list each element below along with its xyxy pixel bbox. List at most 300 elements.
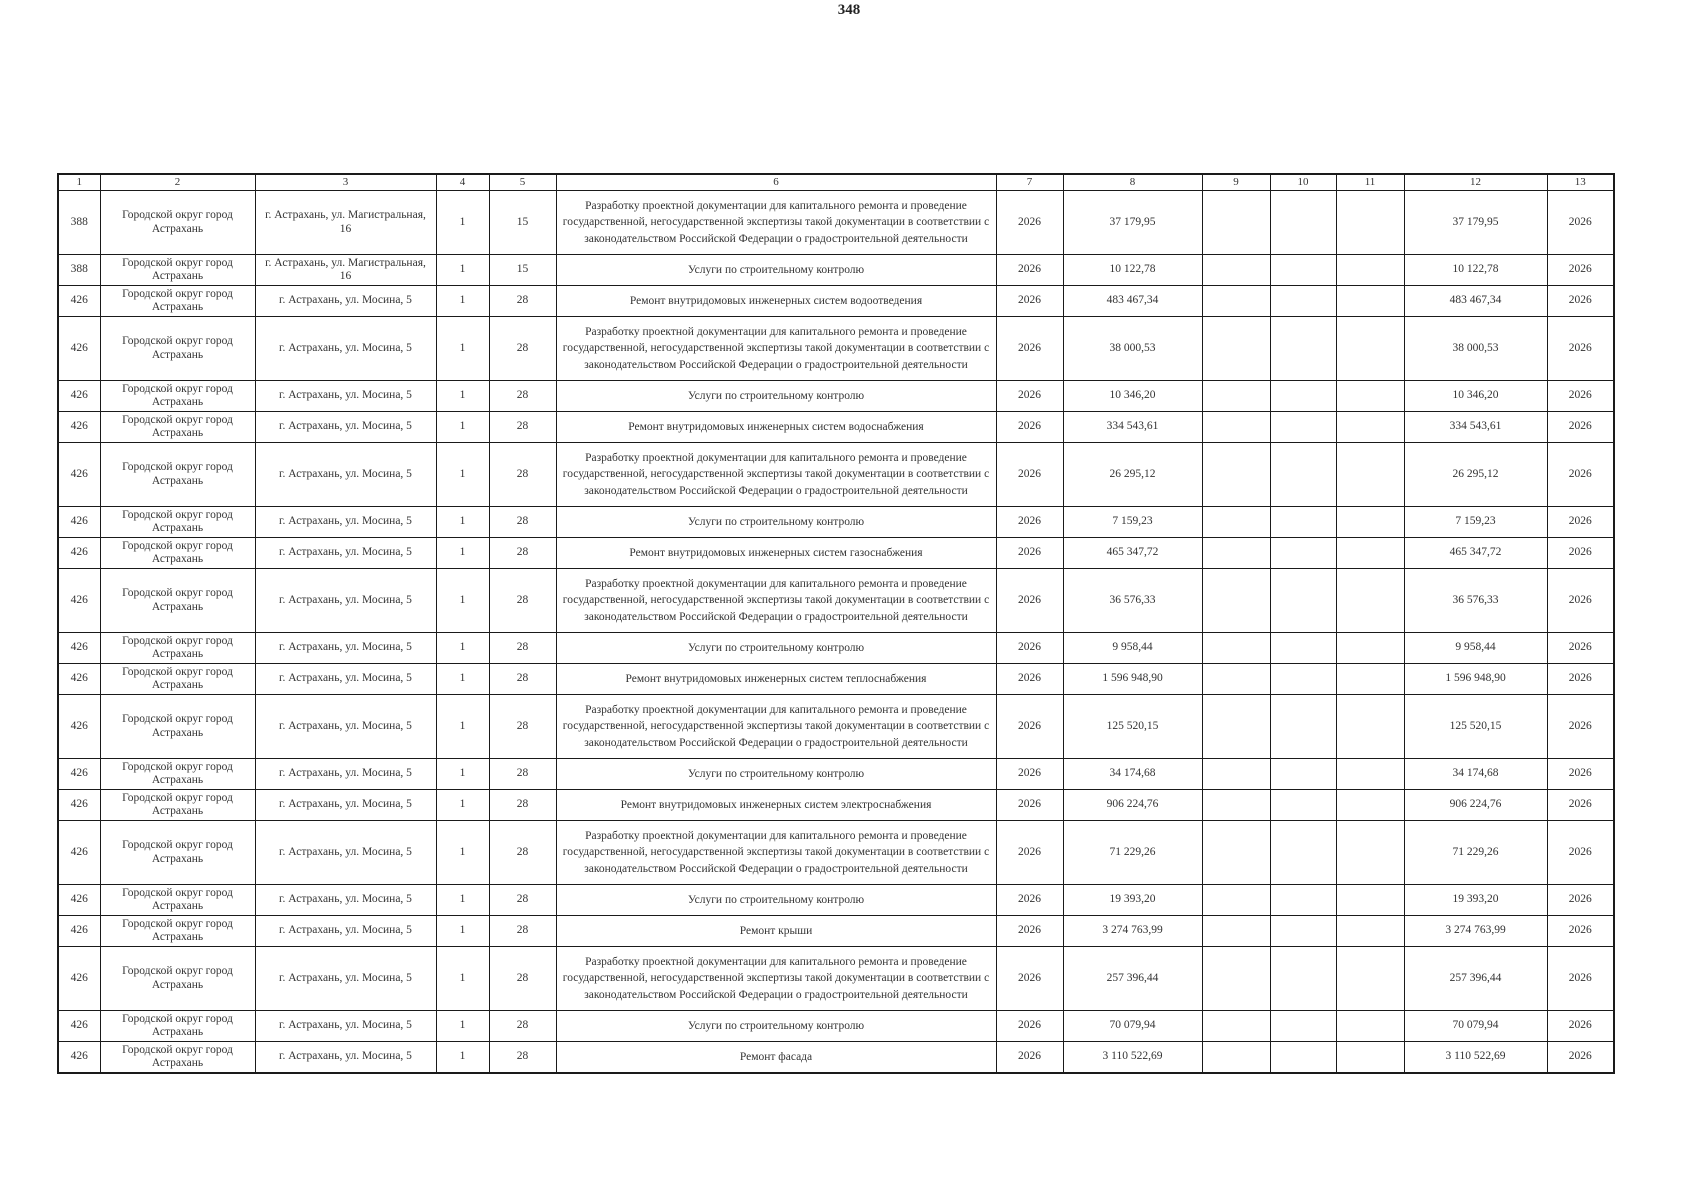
municipality-cell: Городской округ город Астрахань xyxy=(100,381,255,412)
col4-cell: 1 xyxy=(436,381,489,412)
table-row xyxy=(58,191,1614,255)
column-number: 8 xyxy=(1063,174,1202,191)
row-number-cell: 426 xyxy=(58,443,100,507)
col10-cell xyxy=(1270,255,1336,286)
year-cell: 2026 xyxy=(996,790,1063,821)
table-row xyxy=(58,286,1614,317)
col4-cell: 1 xyxy=(436,255,489,286)
table-row xyxy=(58,947,1614,1011)
table-row xyxy=(58,1011,1614,1042)
total-cost-cell: 3 110 522,69 xyxy=(1404,1042,1547,1074)
municipality-cell: Городской округ город Астрахань xyxy=(100,664,255,695)
column-number: 10 xyxy=(1270,174,1336,191)
completion-year-cell: 2026 xyxy=(1547,633,1614,664)
cost-cell: 257 396,44 xyxy=(1063,947,1202,1011)
address-cell: г. Астрахань, ул. Мосина, 5 xyxy=(255,916,436,947)
cost-cell: 125 520,15 xyxy=(1063,695,1202,759)
col10-cell xyxy=(1270,1011,1336,1042)
col5-cell: 28 xyxy=(489,569,556,633)
table-row xyxy=(58,664,1614,695)
col10-cell xyxy=(1270,381,1336,412)
col4-cell: 1 xyxy=(436,443,489,507)
table-row xyxy=(58,381,1614,412)
work-type-cell: Ремонт внутридомовых инженерных систем теплоснабжения xyxy=(556,664,996,695)
col5-cell: 28 xyxy=(489,443,556,507)
row-number-cell: 426 xyxy=(58,507,100,538)
total-cost-cell: 71 229,26 xyxy=(1404,821,1547,885)
column-number: 12 xyxy=(1404,174,1547,191)
completion-year-cell: 2026 xyxy=(1547,790,1614,821)
col4-cell: 1 xyxy=(436,947,489,1011)
col9-cell xyxy=(1202,569,1270,633)
row-number-cell: 426 xyxy=(58,885,100,916)
col4-cell: 1 xyxy=(436,790,489,821)
column-number: 11 xyxy=(1336,174,1404,191)
cost-cell: 19 393,20 xyxy=(1063,885,1202,916)
cost-cell: 36 576,33 xyxy=(1063,569,1202,633)
table-row xyxy=(58,633,1614,664)
col10-cell xyxy=(1270,885,1336,916)
year-cell: 2026 xyxy=(996,381,1063,412)
col10-cell xyxy=(1270,317,1336,381)
completion-year-cell: 2026 xyxy=(1547,821,1614,885)
cost-cell: 3 110 522,69 xyxy=(1063,1042,1202,1074)
column-number-row xyxy=(58,174,1614,191)
col11-cell xyxy=(1336,695,1404,759)
address-cell: г. Астрахань, ул. Мосина, 5 xyxy=(255,569,436,633)
total-cost-cell: 9 958,44 xyxy=(1404,633,1547,664)
completion-year-cell: 2026 xyxy=(1547,885,1614,916)
col11-cell xyxy=(1336,821,1404,885)
cost-cell: 3 274 763,99 xyxy=(1063,916,1202,947)
col9-cell xyxy=(1202,1011,1270,1042)
table-row xyxy=(58,695,1614,759)
municipality-cell: Городской округ город Астрахань xyxy=(100,947,255,1011)
col11-cell xyxy=(1336,317,1404,381)
work-type-cell: Разработку проектной документации для капитального ремонта и проведение государственной, негосударственной экспертизы такой документации в соответствии с законодательством Российской Федерации о градостроительной деятельности xyxy=(556,821,996,885)
total-cost-cell: 906 224,76 xyxy=(1404,790,1547,821)
completion-year-cell: 2026 xyxy=(1547,255,1614,286)
municipality-cell: Городской округ город Астрахань xyxy=(100,317,255,381)
completion-year-cell: 2026 xyxy=(1547,538,1614,569)
row-number-cell: 426 xyxy=(58,821,100,885)
municipality-cell: Городской округ город Астрахань xyxy=(100,633,255,664)
completion-year-cell: 2026 xyxy=(1547,569,1614,633)
year-cell: 2026 xyxy=(996,443,1063,507)
municipality-cell: Городской округ город Астрахань xyxy=(100,885,255,916)
municipality-cell: Городской округ город Астрахань xyxy=(100,695,255,759)
work-type-cell: Услуги по строительному контролю xyxy=(556,633,996,664)
municipality-cell: Городской округ город Астрахань xyxy=(100,286,255,317)
col11-cell xyxy=(1336,255,1404,286)
cost-cell: 34 174,68 xyxy=(1063,759,1202,790)
table-row xyxy=(58,885,1614,916)
total-cost-cell: 19 393,20 xyxy=(1404,885,1547,916)
work-type-cell: Услуги по строительному контролю xyxy=(556,885,996,916)
row-number-cell: 388 xyxy=(58,191,100,255)
col4-cell: 1 xyxy=(436,885,489,916)
table-row xyxy=(58,790,1614,821)
col5-cell: 28 xyxy=(489,286,556,317)
cost-cell: 26 295,12 xyxy=(1063,443,1202,507)
col10-cell xyxy=(1270,1042,1336,1074)
col4-cell: 1 xyxy=(436,1011,489,1042)
total-cost-cell: 1 596 948,90 xyxy=(1404,664,1547,695)
col9-cell xyxy=(1202,443,1270,507)
col5-cell: 28 xyxy=(489,695,556,759)
col11-cell xyxy=(1336,443,1404,507)
col5-cell: 28 xyxy=(489,759,556,790)
col4-cell: 1 xyxy=(436,507,489,538)
address-cell: г. Астрахань, ул. Мосина, 5 xyxy=(255,821,436,885)
col9-cell xyxy=(1202,664,1270,695)
completion-year-cell: 2026 xyxy=(1547,317,1614,381)
completion-year-cell: 2026 xyxy=(1547,191,1614,255)
completion-year-cell: 2026 xyxy=(1547,947,1614,1011)
cost-cell: 906 224,76 xyxy=(1063,790,1202,821)
row-number-cell: 426 xyxy=(58,317,100,381)
table-row xyxy=(58,317,1614,381)
table-row xyxy=(58,443,1614,507)
col4-cell: 1 xyxy=(436,759,489,790)
year-cell: 2026 xyxy=(996,317,1063,381)
completion-year-cell: 2026 xyxy=(1547,1011,1614,1042)
col9-cell xyxy=(1202,255,1270,286)
total-cost-cell: 37 179,95 xyxy=(1404,191,1547,255)
total-cost-cell: 26 295,12 xyxy=(1404,443,1547,507)
address-cell: г. Астрахань, ул. Мосина, 5 xyxy=(255,381,436,412)
col10-cell xyxy=(1270,759,1336,790)
col11-cell xyxy=(1336,538,1404,569)
address-cell: г. Астрахань, ул. Мосина, 5 xyxy=(255,695,436,759)
address-cell: г. Астрахань, ул. Мосина, 5 xyxy=(255,759,436,790)
row-number-cell: 426 xyxy=(58,664,100,695)
year-cell: 2026 xyxy=(996,821,1063,885)
col10-cell xyxy=(1270,664,1336,695)
col11-cell xyxy=(1336,759,1404,790)
row-number-cell: 426 xyxy=(58,1011,100,1042)
col9-cell xyxy=(1202,885,1270,916)
total-cost-cell: 3 274 763,99 xyxy=(1404,916,1547,947)
row-number-cell: 426 xyxy=(58,947,100,1011)
row-number-cell: 426 xyxy=(58,1042,100,1074)
total-cost-cell: 10 346,20 xyxy=(1404,381,1547,412)
row-number-cell: 426 xyxy=(58,916,100,947)
column-number: 2 xyxy=(100,174,255,191)
work-type-cell: Разработку проектной документации для капитального ремонта и проведение государственной, негосударственной экспертизы такой документации в соответствии с законодательством Российской Федерации о градостроительной деятельности xyxy=(556,695,996,759)
col10-cell xyxy=(1270,695,1336,759)
work-type-cell: Ремонт внутридомовых инженерных систем водоотведения xyxy=(556,286,996,317)
col9-cell xyxy=(1202,947,1270,1011)
col5-cell: 28 xyxy=(489,633,556,664)
col4-cell: 1 xyxy=(436,286,489,317)
col5-cell: 28 xyxy=(489,885,556,916)
col10-cell xyxy=(1270,947,1336,1011)
col10-cell xyxy=(1270,633,1336,664)
col4-cell: 1 xyxy=(436,695,489,759)
column-number: 13 xyxy=(1547,174,1614,191)
year-cell: 2026 xyxy=(996,1011,1063,1042)
completion-year-cell: 2026 xyxy=(1547,507,1614,538)
work-type-cell: Ремонт внутридомовых инженерных систем электроснабжения xyxy=(556,790,996,821)
year-cell: 2026 xyxy=(996,255,1063,286)
work-type-cell: Услуги по строительному контролю xyxy=(556,381,996,412)
municipality-cell: Городской округ город Астрахань xyxy=(100,759,255,790)
col9-cell xyxy=(1202,759,1270,790)
table-body xyxy=(58,191,1614,1074)
col4-cell: 1 xyxy=(436,538,489,569)
address-cell: г. Астрахань, ул. Мосина, 5 xyxy=(255,443,436,507)
column-number: 1 xyxy=(58,174,100,191)
year-cell: 2026 xyxy=(996,507,1063,538)
total-cost-cell: 7 159,23 xyxy=(1404,507,1547,538)
total-cost-cell: 38 000,53 xyxy=(1404,317,1547,381)
cost-cell: 37 179,95 xyxy=(1063,191,1202,255)
col10-cell xyxy=(1270,191,1336,255)
table-row xyxy=(58,916,1614,947)
cost-cell: 70 079,94 xyxy=(1063,1011,1202,1042)
col10-cell xyxy=(1270,538,1336,569)
col5-cell: 28 xyxy=(489,1042,556,1074)
work-type-cell: Ремонт внутридомовых инженерных систем водоснабжения xyxy=(556,412,996,443)
year-cell: 2026 xyxy=(996,916,1063,947)
col9-cell xyxy=(1202,821,1270,885)
year-cell: 2026 xyxy=(996,633,1063,664)
municipality-cell: Городской округ город Астрахань xyxy=(100,821,255,885)
col11-cell xyxy=(1336,633,1404,664)
row-number-cell: 426 xyxy=(58,759,100,790)
col11-cell xyxy=(1336,790,1404,821)
row-number-cell: 426 xyxy=(58,538,100,569)
municipality-cell: Городской округ город Астрахань xyxy=(100,507,255,538)
col5-cell: 28 xyxy=(489,317,556,381)
col11-cell xyxy=(1336,191,1404,255)
year-cell: 2026 xyxy=(996,885,1063,916)
cost-cell: 465 347,72 xyxy=(1063,538,1202,569)
col5-cell: 28 xyxy=(489,412,556,443)
municipality-cell: Городской округ город Астрахань xyxy=(100,538,255,569)
table-row xyxy=(58,759,1614,790)
col5-cell: 28 xyxy=(489,507,556,538)
col9-cell xyxy=(1202,191,1270,255)
total-cost-cell: 257 396,44 xyxy=(1404,947,1547,1011)
work-type-cell: Услуги по строительному контролю xyxy=(556,255,996,286)
address-cell: г. Астрахань, ул. Мосина, 5 xyxy=(255,1042,436,1074)
row-number-cell: 426 xyxy=(58,633,100,664)
municipality-cell: Городской округ город Астрахань xyxy=(100,255,255,286)
col5-cell: 28 xyxy=(489,381,556,412)
completion-year-cell: 2026 xyxy=(1547,695,1614,759)
work-type-cell: Разработку проектной документации для капитального ремонта и проведение государственной, негосударственной экспертизы такой документации в соответствии с законодательством Российской Федерации о градостроительной деятельности xyxy=(556,569,996,633)
cost-cell: 1 596 948,90 xyxy=(1063,664,1202,695)
col10-cell xyxy=(1270,507,1336,538)
col5-cell: 28 xyxy=(489,664,556,695)
col9-cell xyxy=(1202,507,1270,538)
col11-cell xyxy=(1336,569,1404,633)
col5-cell: 15 xyxy=(489,255,556,286)
col10-cell xyxy=(1270,821,1336,885)
municipality-cell: Городской округ город Астрахань xyxy=(100,569,255,633)
col11-cell xyxy=(1336,664,1404,695)
col4-cell: 1 xyxy=(436,412,489,443)
col4-cell: 1 xyxy=(436,664,489,695)
col10-cell xyxy=(1270,790,1336,821)
year-cell: 2026 xyxy=(996,538,1063,569)
cost-cell: 483 467,34 xyxy=(1063,286,1202,317)
col9-cell xyxy=(1202,381,1270,412)
row-number-cell: 426 xyxy=(58,286,100,317)
address-cell: г. Астрахань, ул. Мосина, 5 xyxy=(255,507,436,538)
col10-cell xyxy=(1270,569,1336,633)
total-cost-cell: 10 122,78 xyxy=(1404,255,1547,286)
column-number: 6 xyxy=(556,174,996,191)
year-cell: 2026 xyxy=(996,191,1063,255)
col5-cell: 28 xyxy=(489,821,556,885)
completion-year-cell: 2026 xyxy=(1547,664,1614,695)
col11-cell xyxy=(1336,381,1404,412)
municipality-cell: Городской округ город Астрахань xyxy=(100,412,255,443)
col11-cell xyxy=(1336,286,1404,317)
table-row xyxy=(58,569,1614,633)
total-cost-cell: 36 576,33 xyxy=(1404,569,1547,633)
col9-cell xyxy=(1202,790,1270,821)
work-type-cell: Услуги по строительному контролю xyxy=(556,759,996,790)
col11-cell xyxy=(1336,916,1404,947)
municipality-cell: Городской округ город Астрахань xyxy=(100,790,255,821)
cost-cell: 71 229,26 xyxy=(1063,821,1202,885)
col11-cell xyxy=(1336,507,1404,538)
year-cell: 2026 xyxy=(996,412,1063,443)
total-cost-cell: 334 543,61 xyxy=(1404,412,1547,443)
table-row xyxy=(58,507,1614,538)
address-cell: г. Астрахань, ул. Мосина, 5 xyxy=(255,790,436,821)
col9-cell xyxy=(1202,286,1270,317)
municipality-cell: Городской округ город Астрахань xyxy=(100,1042,255,1074)
total-cost-cell: 483 467,34 xyxy=(1404,286,1547,317)
work-type-cell: Разработку проектной документации для капитального ремонта и проведение государственной, негосударственной экспертизы такой документации в соответствии с законодательством Российской Федерации о градостроительной деятельности xyxy=(556,191,996,255)
col4-cell: 1 xyxy=(436,317,489,381)
col11-cell xyxy=(1336,412,1404,443)
table-row xyxy=(58,1042,1614,1074)
cost-cell: 10 122,78 xyxy=(1063,255,1202,286)
col5-cell: 28 xyxy=(489,916,556,947)
address-cell: г. Астрахань, ул. Мосина, 5 xyxy=(255,286,436,317)
row-number-cell: 426 xyxy=(58,569,100,633)
col5-cell: 28 xyxy=(489,947,556,1011)
table-row xyxy=(58,412,1614,443)
col11-cell xyxy=(1336,1011,1404,1042)
completion-year-cell: 2026 xyxy=(1547,916,1614,947)
col9-cell xyxy=(1202,633,1270,664)
col9-cell xyxy=(1202,1042,1270,1074)
year-cell: 2026 xyxy=(996,759,1063,790)
address-cell: г. Астрахань, ул. Мосина, 5 xyxy=(255,1011,436,1042)
col4-cell: 1 xyxy=(436,1042,489,1074)
completion-year-cell: 2026 xyxy=(1547,381,1614,412)
year-cell: 2026 xyxy=(996,695,1063,759)
col9-cell xyxy=(1202,317,1270,381)
table-row xyxy=(58,255,1614,286)
cost-cell: 7 159,23 xyxy=(1063,507,1202,538)
row-number-cell: 426 xyxy=(58,412,100,443)
total-cost-cell: 70 079,94 xyxy=(1404,1011,1547,1042)
page-number: 348 xyxy=(837,2,861,18)
work-type-cell: Ремонт фасада xyxy=(556,1042,996,1074)
address-cell: г. Астрахань, ул. Мосина, 5 xyxy=(255,885,436,916)
work-type-cell: Услуги по строительному контролю xyxy=(556,507,996,538)
year-cell: 2026 xyxy=(996,286,1063,317)
col5-cell: 28 xyxy=(489,790,556,821)
col4-cell: 1 xyxy=(436,633,489,664)
municipality-cell: Городской округ город Астрахань xyxy=(100,443,255,507)
capital-repair-table xyxy=(57,173,1615,1074)
col9-cell xyxy=(1202,538,1270,569)
col11-cell xyxy=(1336,947,1404,1011)
work-type-cell: Ремонт крыши xyxy=(556,916,996,947)
col10-cell xyxy=(1270,443,1336,507)
table-row xyxy=(58,538,1614,569)
total-cost-cell: 125 520,15 xyxy=(1404,695,1547,759)
work-type-cell: Разработку проектной документации для капитального ремонта и проведение государственной, негосударственной экспертизы такой документации в соответствии с законодательством Российской Федерации о градостроительной деятельности xyxy=(556,443,996,507)
cost-cell: 38 000,53 xyxy=(1063,317,1202,381)
col11-cell xyxy=(1336,1042,1404,1074)
col10-cell xyxy=(1270,412,1336,443)
address-cell: г. Астрахань, ул. Мосина, 5 xyxy=(255,633,436,664)
col4-cell: 1 xyxy=(436,916,489,947)
col5-cell: 28 xyxy=(489,1011,556,1042)
completion-year-cell: 2026 xyxy=(1547,412,1614,443)
col9-cell xyxy=(1202,695,1270,759)
col4-cell: 1 xyxy=(436,569,489,633)
completion-year-cell: 2026 xyxy=(1547,443,1614,507)
municipality-cell: Городской округ город Астрахань xyxy=(100,191,255,255)
address-cell: г. Астрахань, ул. Мосина, 5 xyxy=(255,317,436,381)
address-cell: г. Астрахань, ул. Мосина, 5 xyxy=(255,947,436,1011)
work-type-cell: Ремонт внутридомовых инженерных систем газоснабжения xyxy=(556,538,996,569)
column-number: 5 xyxy=(489,174,556,191)
completion-year-cell: 2026 xyxy=(1547,1042,1614,1074)
municipality-cell: Городской округ город Астрахань xyxy=(100,916,255,947)
col5-cell: 28 xyxy=(489,538,556,569)
address-cell: г. Астрахань, ул. Магистральная, 16 xyxy=(255,191,436,255)
address-cell: г. Астрахань, ул. Мосина, 5 xyxy=(255,412,436,443)
col11-cell xyxy=(1336,885,1404,916)
address-cell: г. Астрахань, ул. Магистральная, 16 xyxy=(255,255,436,286)
year-cell: 2026 xyxy=(996,569,1063,633)
work-type-cell: Услуги по строительному контролю xyxy=(556,1011,996,1042)
row-number-cell: 426 xyxy=(58,695,100,759)
year-cell: 2026 xyxy=(996,947,1063,1011)
col9-cell xyxy=(1202,916,1270,947)
col4-cell: 1 xyxy=(436,821,489,885)
col5-cell: 15 xyxy=(489,191,556,255)
completion-year-cell: 2026 xyxy=(1547,286,1614,317)
row-number-cell: 388 xyxy=(58,255,100,286)
cost-cell: 9 958,44 xyxy=(1063,633,1202,664)
col10-cell xyxy=(1270,916,1336,947)
cost-cell: 10 346,20 xyxy=(1063,381,1202,412)
work-type-cell: Разработку проектной документации для капитального ремонта и проведение государственной, негосударственной экспертизы такой документации в соответствии с законодательством Российской Федерации о градостроительной деятельности xyxy=(556,317,996,381)
address-cell: г. Астрахань, ул. Мосина, 5 xyxy=(255,538,436,569)
column-number: 7 xyxy=(996,174,1063,191)
column-number: 9 xyxy=(1202,174,1270,191)
year-cell: 2026 xyxy=(996,1042,1063,1074)
total-cost-cell: 34 174,68 xyxy=(1404,759,1547,790)
total-cost-cell: 465 347,72 xyxy=(1404,538,1547,569)
cost-cell: 334 543,61 xyxy=(1063,412,1202,443)
row-number-cell: 426 xyxy=(58,790,100,821)
municipality-cell: Городской округ город Астрахань xyxy=(100,1011,255,1042)
